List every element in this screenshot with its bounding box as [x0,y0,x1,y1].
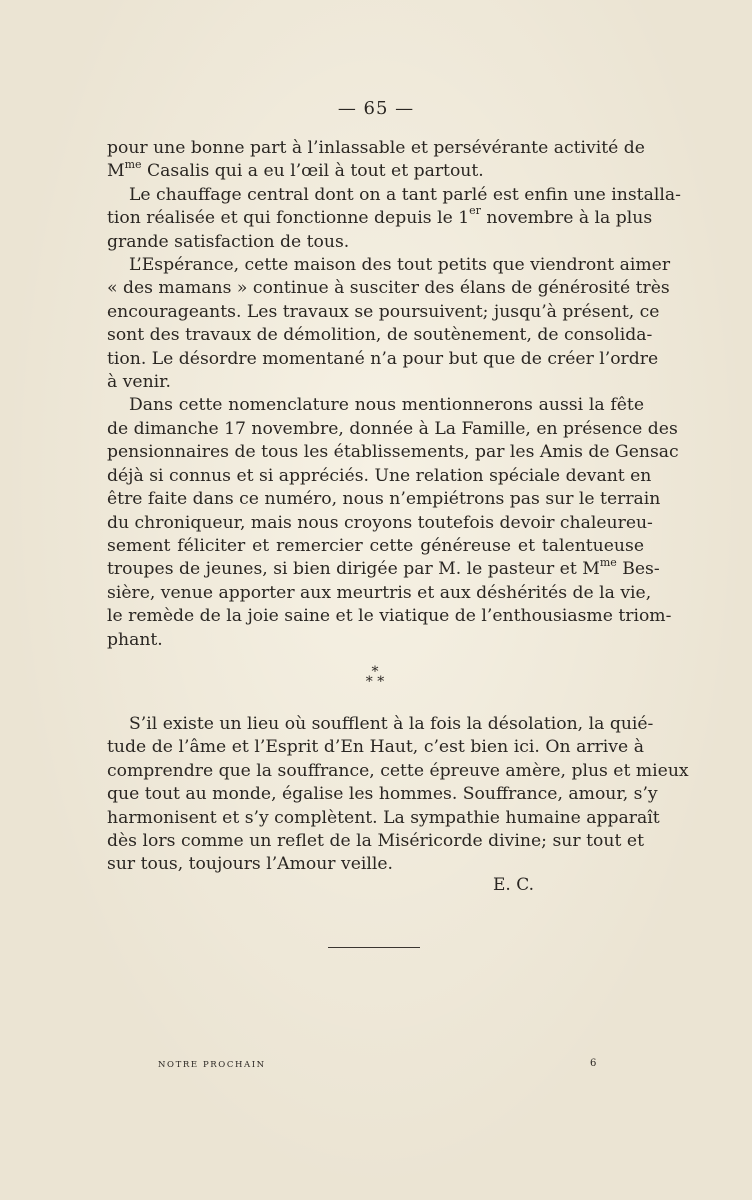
text-line: tion. Le désordre momentané n’a pour but que de créer l’ordre [107,348,659,369]
footer-publication-name: NOTRE PROCHAIN [158,1060,266,1070]
text-line: dès lors comme un reflet de la Miséricorde divine; sur tout et [107,831,644,852]
text-line: déjà si connus et si appréciés. Une relation spéciale devant en [107,465,652,486]
text-line: comprendre que la souffrance, cette épreuve amère, plus et mieux [107,760,689,781]
text-line: du chroniqueur, mais nous croyons toutefois devoir chaleureu- [107,512,653,533]
text-line: le remède de la joie saine et le viatique de l’enthousiasme triom- [107,606,672,627]
text-line: sière, venue apporter aux meurtris et aux déshérités de la vie, [107,582,652,603]
asterism-text: * * * [365,664,385,690]
text-line: être faite dans ce numéro, nous n’empiétrons pas sur le terrain [107,489,661,510]
paragraph [107,254,671,394]
text-line: Le chauffage central dont on a tant parlé est enfin une installa- [129,184,681,205]
text-line: sont des travaux de démolition, de soutènement, de consolida- [107,325,653,346]
text-line: tude de l’âme et l’Esprit d’En Haut, c’est bien ici. On arrive à [107,737,644,758]
text-line: grande satisfaction de tous. [107,231,350,252]
text-line: pensionnaires de tous les établissements, par les Amis de Gensac [107,442,679,463]
text-line: pour une bonne part à l’inlassable et persévérante activité de [107,138,645,158]
text-line: de dimanche 17 novembre, donnée à La Famille, en présence des [107,418,678,439]
author-signature: E. C. [493,875,535,895]
text-line: que tout au monde, égalise les hommes. Souffrance, amour, s’y [107,784,658,805]
text-line: S’il existe un lieu où soufflent à la fois la désolation, la quié- [129,714,654,734]
body-text-top [107,137,681,652]
end-rule [328,947,420,948]
text-line: L’Espérance, cette maison des tout petits que viendront aimer [129,255,671,276]
paragraph [107,137,644,184]
text-line: sement féliciter et remercier cette généreuse et talentueuse [107,535,644,556]
body-text-bottom [107,713,689,877]
section-asterism [345,664,405,690]
paragraph [107,713,689,877]
text-line: à venir. [107,372,171,393]
text-line: troupes de jeunes, si bien dirigée par M. le pasteur et $M^{me}$ Bes- [107,555,660,580]
text-line: $M^{me}$ Casalis qui a eu l’œil à tout et partout. [107,157,484,182]
text-line: Dans cette nomenclature nous mentionnerons aussi la fête [129,395,644,416]
footer-signature-mark: 6 [590,1058,597,1069]
text-line: tion réalisée et qui fonctionne depuis le 1er novembre à la plus [107,204,653,229]
text-line: sur tous, toujours l’Amour veille. [107,854,393,875]
text-line: harmonisent et s’y complètent. La sympathie humaine apparaît [107,807,660,828]
text-line: encourageants. Les travaux se poursuivent; jusqu’à présent, ce [107,301,660,322]
page-number: — 65 — [337,98,415,119]
paragraph [107,184,681,254]
text-line: « des mamans » continue à susciter des élans de générosité très [107,278,670,299]
paragraph [107,394,679,651]
text-line: phant. [107,629,163,650]
